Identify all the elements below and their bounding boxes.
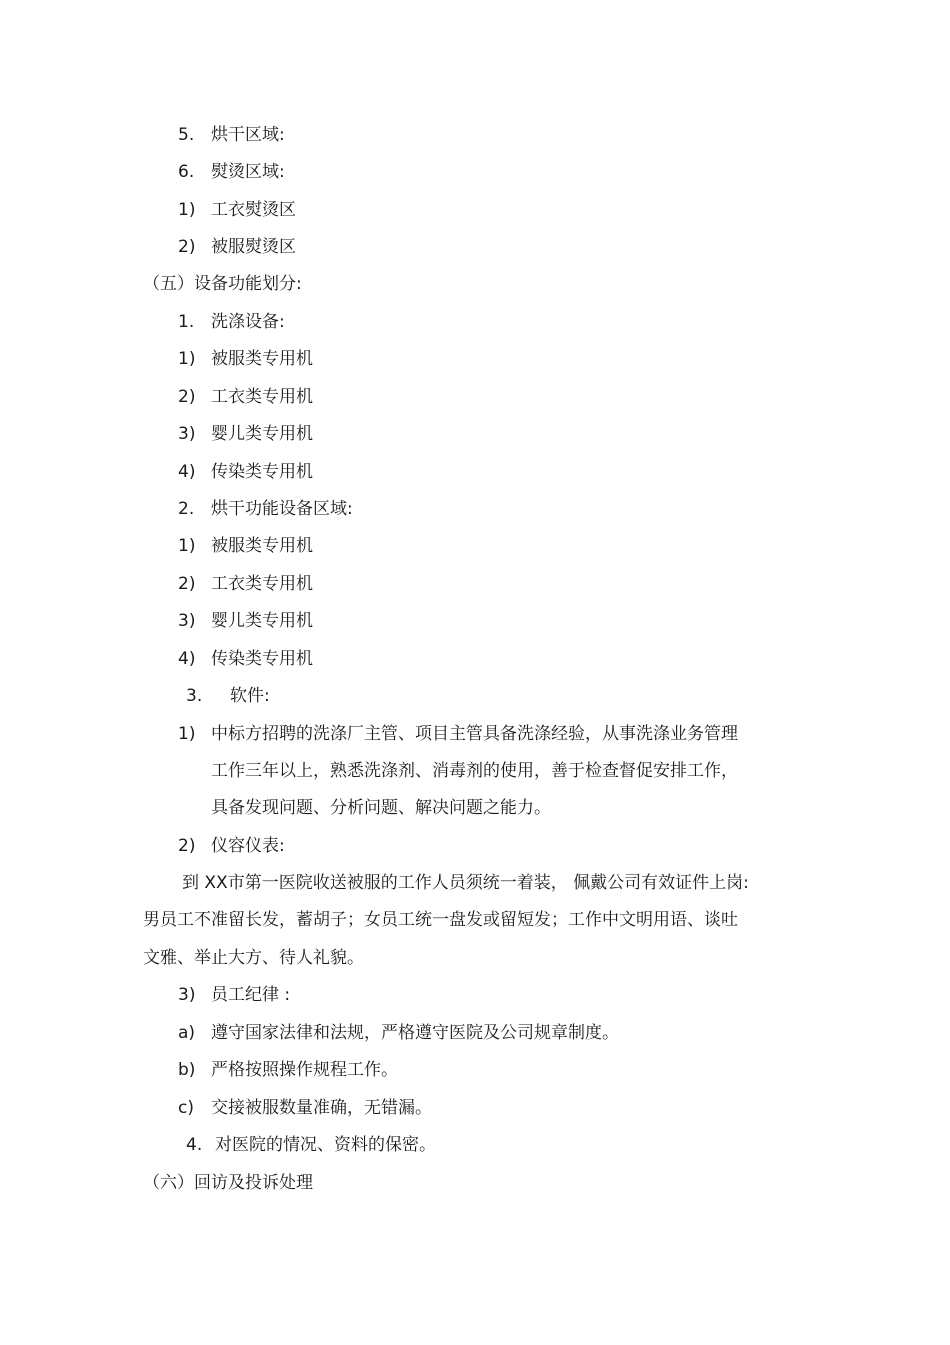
list-marker: 2) (178, 574, 196, 594)
list-text: 仪容仪表: (211, 836, 285, 856)
list-marker: 1) (178, 200, 196, 220)
list-marker: 3. (186, 686, 203, 706)
body-paragraph-line: 文雅、举止大方、待人礼貌。 (143, 948, 364, 968)
list-text: 工衣类专用机 (211, 387, 313, 407)
section-heading: （六）回访及投诉处理 (143, 1173, 313, 1193)
list-text: 婴儿类专用机 (211, 611, 313, 631)
list-text: 中标方招聘的洗涤厂主管、项目主管具备洗涤经验，从事洗涤业务管理 (211, 724, 738, 744)
list-marker: c) (178, 1098, 194, 1118)
list-text: 工衣类专用机 (211, 574, 313, 594)
list-text-continued: 具备发现问题、分析问题、解决问题之能力。 (211, 798, 551, 818)
list-marker: 6. (178, 162, 195, 182)
list-text: 软件: (230, 686, 270, 706)
list-marker: 3) (178, 985, 196, 1005)
list-marker: 2. (178, 499, 195, 519)
list-text: 对医院的情况、资料的保密。 (215, 1135, 436, 1155)
body-paragraph-line: 到 XX市第一医院收送被服的工作人员须统一着装， 佩戴公司有效证件上岗: (182, 873, 749, 893)
list-text: 遵守国家法律和法规，严格遵守医院及公司规章制度。 (211, 1023, 619, 1043)
list-text: 员工纪律 : (211, 985, 291, 1005)
list-marker: 2) (178, 836, 196, 856)
list-marker: 5. (178, 125, 195, 145)
list-text: 交接被服数量准确，无错漏。 (211, 1098, 432, 1118)
list-marker: 4) (178, 462, 196, 482)
list-text: 婴儿类专用机 (211, 424, 313, 444)
list-marker: b) (178, 1060, 196, 1080)
list-text: 被服熨烫区 (211, 237, 296, 257)
list-text: 传染类专用机 (211, 462, 313, 482)
list-marker: 1) (178, 724, 196, 744)
list-marker: 3) (178, 424, 196, 444)
list-text: 被服类专用机 (211, 536, 313, 556)
list-marker: 1) (178, 349, 196, 369)
list-marker: 2) (178, 237, 196, 257)
list-text: 洗涤设备: (211, 312, 285, 332)
list-text-continued: 工作三年以上，熟悉洗涤剂、消毒剂的使用，善于检查督促安排工作， (211, 761, 738, 781)
list-text: 烘干功能设备区域: (211, 499, 353, 519)
list-marker: 4. (186, 1135, 203, 1155)
list-text: 被服类专用机 (211, 349, 313, 369)
list-text: 工衣熨烫区 (211, 200, 296, 220)
list-marker: 3) (178, 611, 196, 631)
list-text: 熨烫区域: (211, 162, 285, 182)
section-heading: （五）设备功能划分: (143, 274, 302, 294)
list-marker: 2) (178, 387, 196, 407)
list-text: 严格按照操作规程工作。 (211, 1060, 398, 1080)
list-text: 传染类专用机 (211, 649, 313, 669)
list-marker: 1) (178, 536, 196, 556)
list-marker: 4) (178, 649, 196, 669)
body-paragraph-line: 男员工不准留长发，蓄胡子；女员工统一盘发或留短发；工作中文明用语、谈吐 (143, 910, 738, 930)
list-text: 烘干区域: (211, 125, 285, 145)
list-marker: 1. (178, 312, 195, 332)
list-marker: a) (178, 1023, 196, 1043)
